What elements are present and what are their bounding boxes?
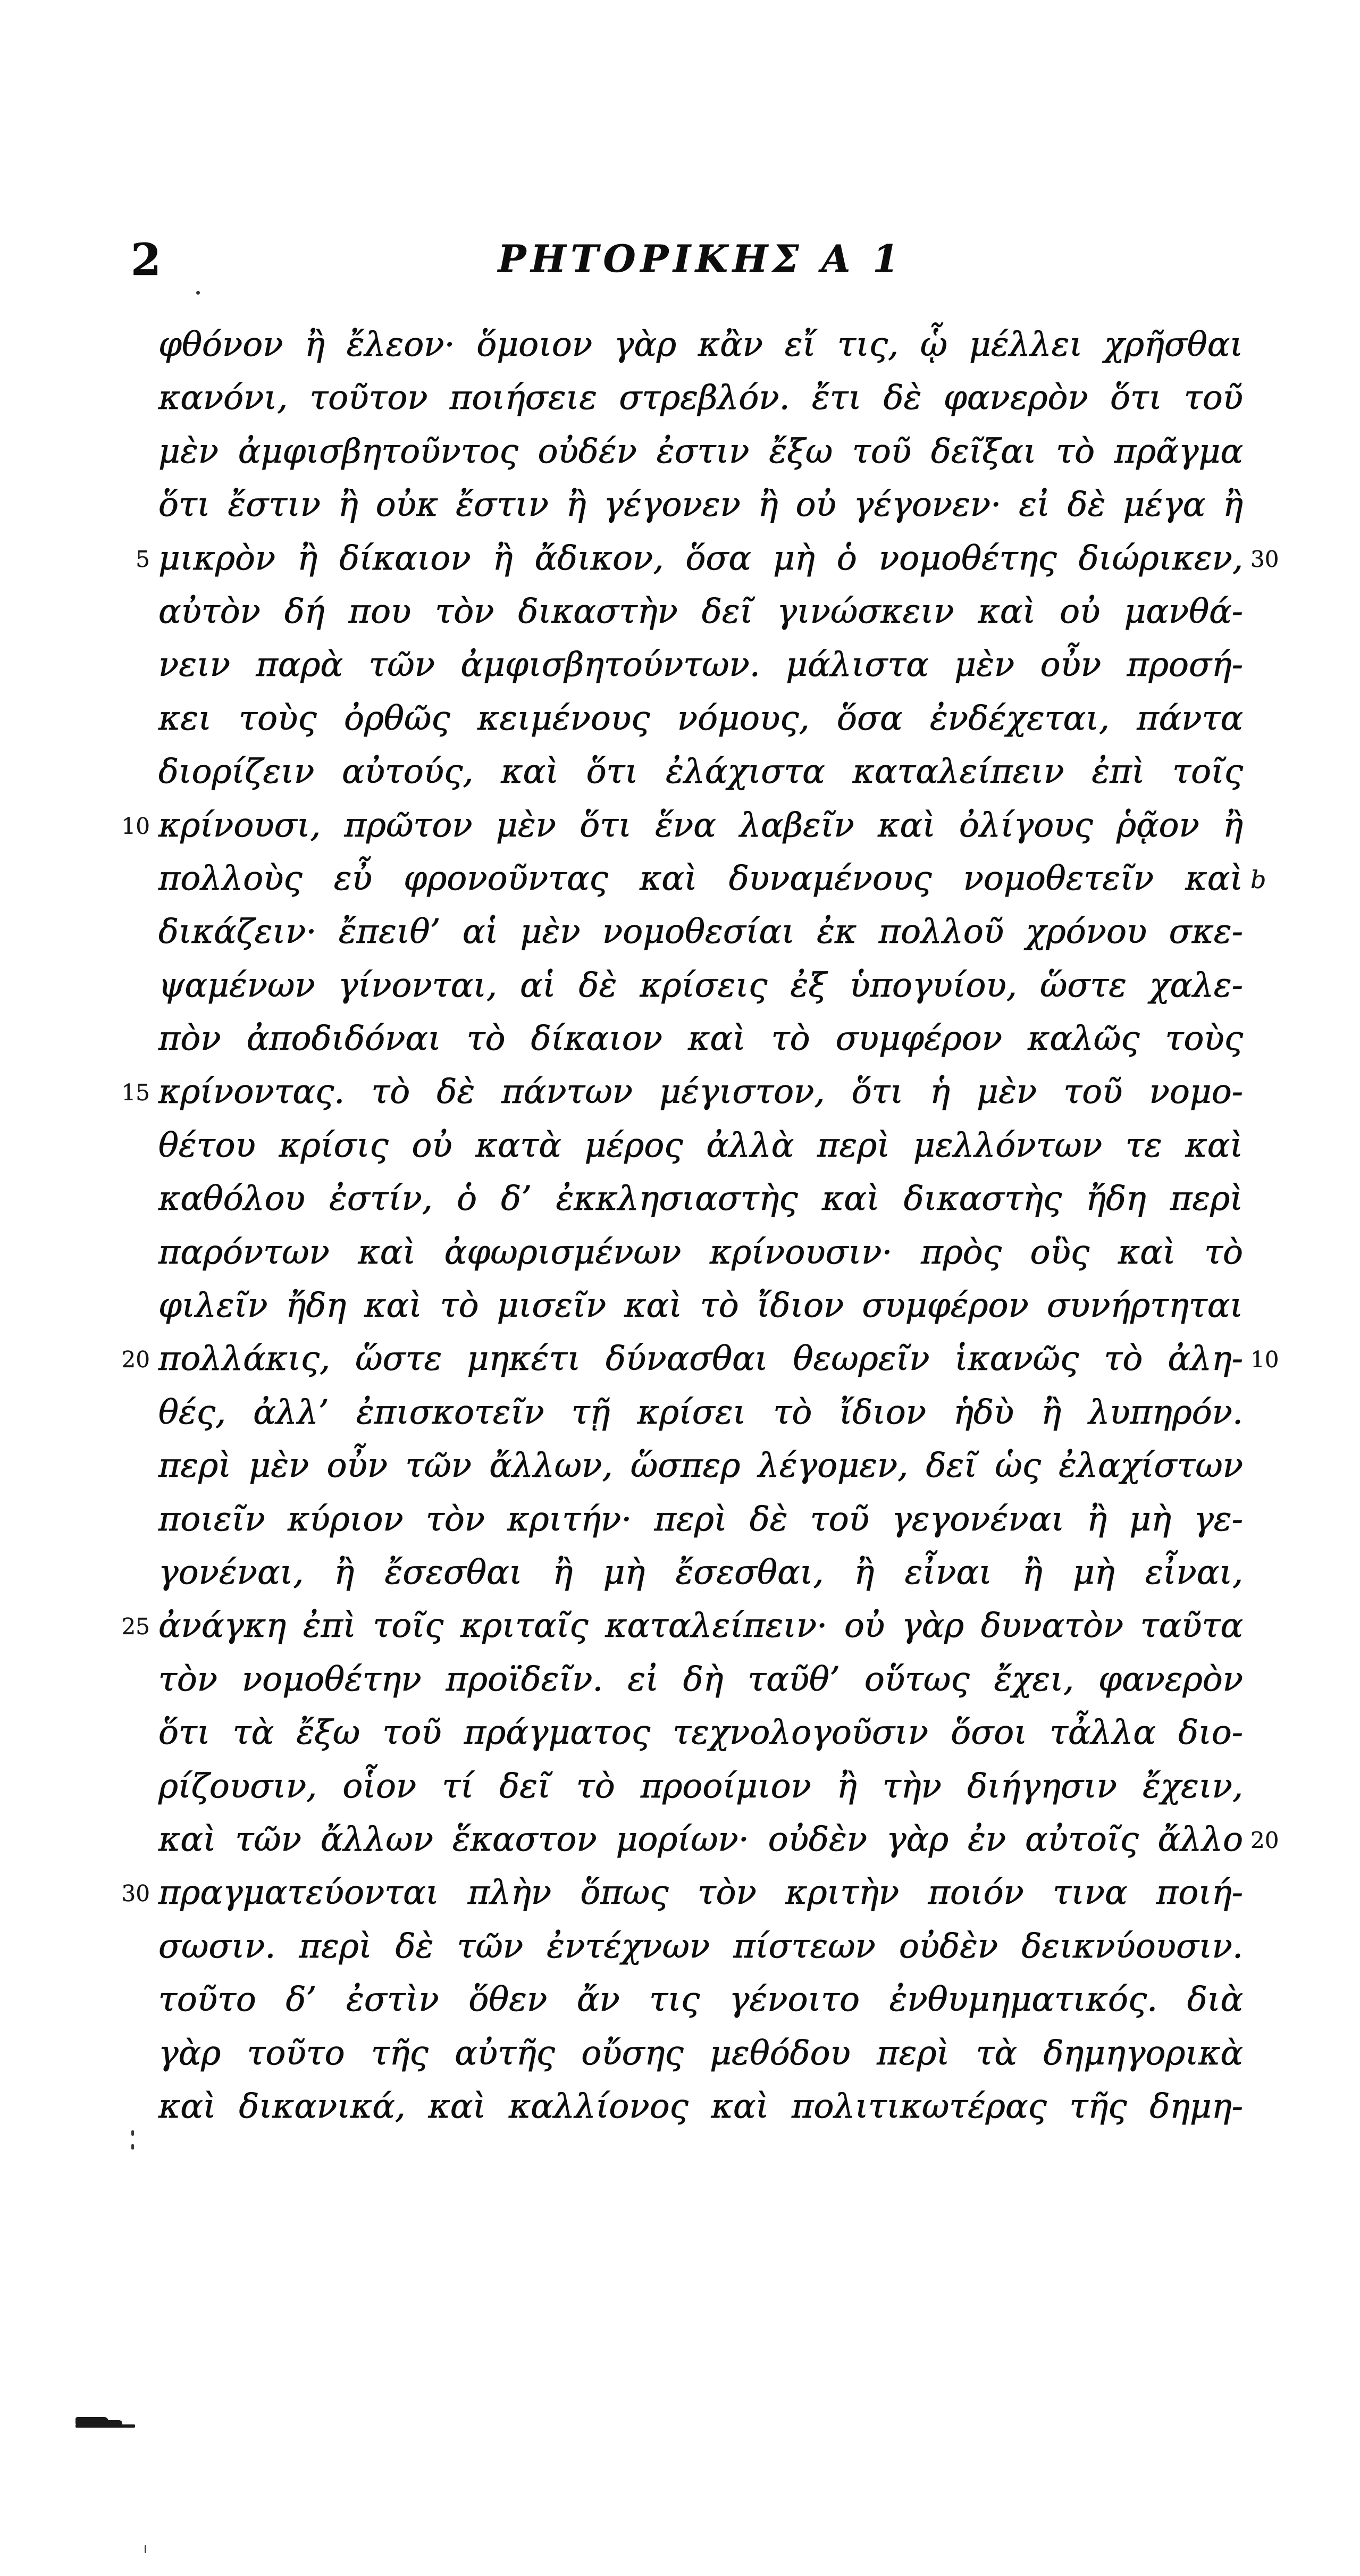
page-title: ΡΗΤΟΡΙΚΗΣ Α 1: [498, 237, 904, 281]
greek-line-text: ἀνάγκη ἐπὶ τοῖς κριταῖς καταλείπειν· οὐ γὰρ δυνατὸν ταῦτα: [158, 1606, 1243, 1645]
text-line: [158, 692, 1243, 745]
text-line: [158, 1012, 1243, 1065]
print-line-number-left: 20: [121, 1346, 150, 1373]
greek-line-text: καθόλου ἐστίν, ὁ δ’ ἐκκλησιαστὴς καὶ δικαστὴς ἤδη περὶ: [158, 1179, 1243, 1218]
greek-line-text: ψαμένων γίνονται, αἱ δὲ κρίσεις ἐξ ὑπογυίου, ὥστε χαλε-: [158, 965, 1243, 1005]
greek-line-text: κρίνουσι, πρῶτον μὲν ὅτι ἕνα λαβεῖν καὶ ὀλίγους ῥᾷον ἢ: [158, 805, 1243, 844]
ink-tick: [145, 2545, 146, 2553]
text-line: [158, 318, 1243, 371]
greek-line-text: πολλοὺς εὖ φρονοῦντας καὶ δυναμένους νομοθετεῖν καὶ: [158, 858, 1243, 898]
print-line-number-left: 25: [121, 1613, 150, 1640]
greek-line-text: κρίνοντας. τὸ δὲ πάντων μέγιστον, ὅτι ἡ μὲν τοῦ νομο-: [158, 1072, 1243, 1111]
print-line-number-left: 15: [121, 1080, 150, 1106]
greek-line-text: θέτου κρίσις οὐ κατὰ μέρος ἀλλὰ περὶ μελλόντων τε καὶ: [158, 1125, 1243, 1165]
text-line: [136, 532, 1279, 585]
print-line-number-left: 10: [121, 813, 150, 839]
greek-line-text: πραγματεύονται πλὴν ὅπως τὸν κριτὴν ποιόν τινα ποιή-: [158, 1873, 1243, 1912]
text-line: [158, 371, 1243, 424]
ink-blob: [75, 2417, 108, 2425]
text-line: [121, 1866, 1243, 1919]
bekker-number-right: 30: [1250, 546, 1279, 572]
text-line: [158, 1172, 1243, 1225]
text-line: [158, 1439, 1243, 1492]
greek-line-text: ρίζουσιν, οἷον τί δεῖ τὸ προοίμιον ἢ τὴν διήγησιν ἔχειν,: [158, 1766, 1243, 1805]
text-line: [158, 745, 1243, 798]
greek-line-text: πὸν ἀποδιδόναι τὸ δίκαιον καὶ τὸ συμφέρον καλῶς τοὺς: [158, 1019, 1243, 1058]
text-line: [158, 1920, 1243, 1973]
greek-line-text: νειν παρὰ τῶν ἀμφισβητούντων. μάλιστα μὲν οὖν προσή-: [158, 645, 1243, 684]
text-line: [158, 585, 1243, 638]
ink-blob: [75, 2424, 135, 2428]
text-line: [158, 1760, 1243, 1813]
text-line: [158, 1973, 1243, 2026]
greek-line-text: φθόνον ἢ ἔλεον· ὅμοιον γὰρ κἂν εἴ τις, ᾧ μέλλει χρῆσθαι: [158, 325, 1243, 364]
greek-line-text: γονέναι, ἢ ἔσεσθαι ἢ μὴ ἔσεσθαι, ἢ εἶναι ἢ μὴ εἶναι,: [158, 1552, 1243, 1592]
greek-line-text: καὶ τῶν ἄλλων ἕκαστον μορίων· οὐδὲν γὰρ ἐν αὐτοῖς ἄλλο: [158, 1819, 1243, 1859]
text-line: [158, 2080, 1243, 2133]
text-line: [121, 799, 1243, 852]
greek-text-block: [121, 318, 1279, 2133]
greek-line-text: σωσιν. περὶ δὲ τῶν ἐντέχνων πίστεων οὐδὲν δεικνύουσιν.: [158, 1926, 1243, 1966]
ink-speck: [196, 291, 200, 295]
greek-line-text: κανόνι, τοῦτον ποιήσειε στρεβλόν. ἔτι δὲ φανερὸν ὅτι τοῦ: [158, 378, 1243, 417]
greek-line-text: περὶ μὲν οὖν τῶν ἄλλων, ὥσπερ λέγομεν, δεῖ ὡς ἐλαχίστων: [158, 1446, 1243, 1485]
margin-ink-speck: [131, 2144, 134, 2150]
print-line-number-left: 30: [121, 1880, 150, 1907]
bekker-number-right: b: [1250, 865, 1266, 894]
text-line: [158, 1493, 1243, 1546]
text-line: [158, 852, 1266, 905]
text-line: [158, 1386, 1243, 1439]
greek-line-text: μικρὸν ἢ δίκαιον ἢ ἄδικον, ὅσα μὴ ὁ νομοθέτης διώρικεν,: [158, 538, 1243, 578]
text-line: [158, 1119, 1243, 1172]
greek-line-text: θές, ἀλλ’ ἐπισκοτεῖν τῇ κρίσει τὸ ἴδιον ἡδὺ ἢ λυπηρόν.: [158, 1392, 1243, 1432]
greek-line-text: ποιεῖν κύριον τὸν κριτήν· περὶ δὲ τοῦ γεγονέναι ἢ μὴ γε-: [158, 1499, 1243, 1538]
bekker-number-right: 20: [1250, 1827, 1279, 1853]
text-line: [158, 1813, 1279, 1866]
text-line: [121, 1332, 1279, 1385]
text-line: [121, 1065, 1243, 1118]
text-line: [158, 425, 1243, 478]
margin-ink-speck: [131, 2130, 134, 2136]
text-line: [158, 1706, 1243, 1759]
greek-line-text: παρόντων καὶ ἀφωρισμένων κρίνουσιν· πρὸς οὓς καὶ τὸ: [158, 1232, 1243, 1272]
greek-line-text: τὸν νομοθέτην προϊδεῖν. εἰ δὴ ταῦθ’ οὕτως ἔχει, φανερὸν: [158, 1659, 1243, 1699]
text-line: [158, 905, 1243, 958]
greek-line-text: δικάζειν· ἔπειθ’ αἱ μὲν νομοθεσίαι ἐκ πολλοῦ χρόνου σκε-: [158, 912, 1243, 951]
greek-line-text: κει τοὺς ὀρθῶς κειμένους νόμους, ὅσα ἐνδέχεται, πάντα: [158, 698, 1243, 738]
greek-line-text: γὰρ τοῦτο τῆς αὐτῆς οὔσης μεθόδου περὶ τὰ δημηγορικὰ: [158, 2033, 1243, 2072]
text-line: [158, 1653, 1243, 1706]
text-line: [158, 478, 1243, 531]
greek-line-text: φιλεῖν ἤδη καὶ τὸ μισεῖν καὶ τὸ ἴδιον συμφέρον συνήρτηται: [158, 1286, 1243, 1325]
text-line: [158, 1279, 1243, 1332]
text-line: [158, 1226, 1243, 1279]
print-line-number-left: 5: [136, 546, 150, 572]
text-line: [121, 1599, 1243, 1652]
greek-line-text: αὐτὸν δή που τὸν δικαστὴν δεῖ γινώσκειν καὶ οὐ μανθά-: [158, 591, 1243, 631]
text-line: [158, 2027, 1243, 2080]
text-line: [158, 1546, 1243, 1599]
greek-line-text: μὲν ἀμφισβητοῦντος οὐδέν ἐστιν ἔξω τοῦ δεῖξαι τὸ πρᾶγμα: [158, 431, 1243, 471]
page-number: 2: [131, 235, 162, 286]
bekker-number-right: 10: [1250, 1346, 1279, 1373]
greek-line-text: ὅτι τὰ ἔξω τοῦ πράγματος τεχνολογοῦσιν ὅσοι τἆλλα διο-: [158, 1713, 1243, 1752]
greek-line-text: καὶ δικανικά, καὶ καλλίονος καὶ πολιτικωτέρας τῆς δημη-: [158, 2086, 1243, 2126]
greek-line-text: διορίζειν αὐτούς, καὶ ὅτι ἐλάχιστα καταλείπειν ἐπὶ τοῖς: [158, 752, 1243, 791]
greek-line-text: ὅτι ἔστιν ἢ οὐκ ἔστιν ἢ γέγονεν ἢ οὐ γέγονεν· εἰ δὲ μέγα ἢ: [158, 485, 1243, 524]
greek-line-text: πολλάκις, ὥστε μηκέτι δύνασθαι θεωρεῖν ἱκανῶς τὸ ἀλη-: [158, 1339, 1243, 1378]
text-line: [158, 959, 1243, 1012]
greek-line-text: τοῦτο δ’ ἐστὶν ὅθεν ἄν τις γένοιτο ἐνθυμηματικός. διὰ: [158, 1980, 1243, 2019]
text-line: [158, 638, 1243, 691]
